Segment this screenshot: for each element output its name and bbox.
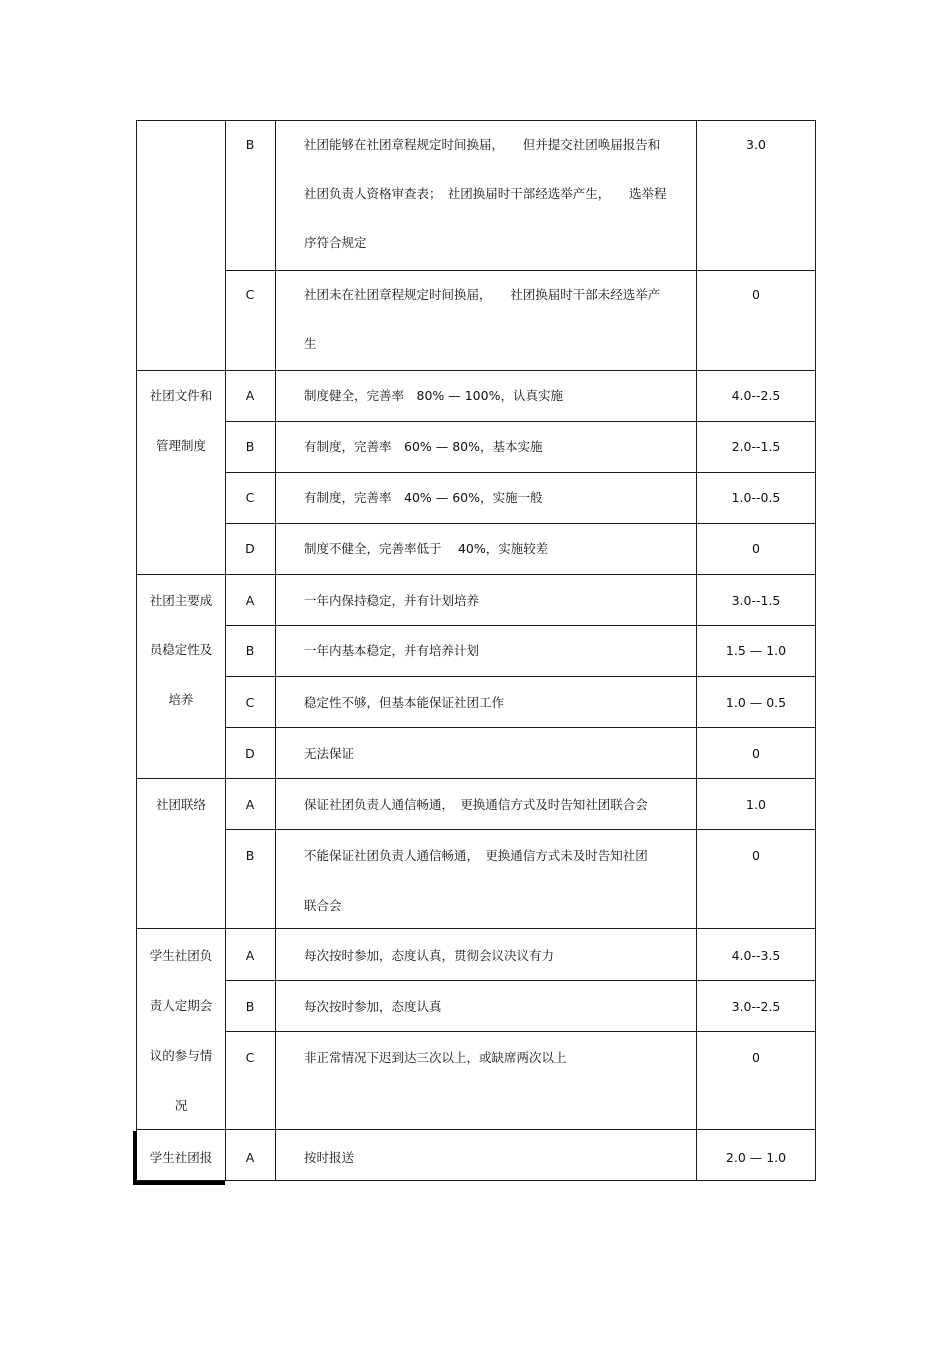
category-label: 责人定期会 — [149, 998, 213, 1013]
grade-cell: B — [245, 439, 255, 454]
score-cell: 0 — [752, 287, 760, 302]
row-divider — [225, 727, 816, 728]
row-divider — [225, 980, 816, 981]
score-cell: 1.5 — 1.0 — [725, 643, 787, 658]
score-cell: 2.0--1.5 — [731, 439, 781, 454]
table-border-bottom — [136, 1180, 816, 1181]
description-line: 有制度，完善率 40% — 60%，实施一般 — [304, 490, 543, 505]
row-divider — [136, 370, 816, 371]
grade-cell: A — [245, 388, 255, 403]
category-label: 议的参与情 — [149, 1048, 213, 1063]
category-label: 管理制度 — [155, 438, 206, 453]
row-divider — [225, 1031, 816, 1032]
grade-cell: C — [245, 490, 255, 505]
category-label: 学生社团负 — [149, 948, 213, 963]
description-line: 社团能够在社团章程规定时间换届， 但并提交社团唤届报告和 — [304, 137, 661, 152]
row-divider — [136, 778, 816, 779]
score-cell: 2.0 — 1.0 — [725, 1150, 787, 1165]
description-line: 按时报送 — [304, 1150, 355, 1165]
row-divider — [225, 472, 816, 473]
category-label: 社团文件和 — [149, 388, 213, 403]
row-divider — [225, 676, 816, 677]
score-cell: 3.0--1.5 — [731, 593, 781, 608]
grade-cell: C — [245, 695, 255, 710]
score-cell: 1.0--0.5 — [731, 490, 781, 505]
description-line: 制度不健全，完善率低于 40%，实施较差 — [304, 541, 549, 556]
table-border-right — [815, 120, 816, 1181]
grade-cell: D — [245, 541, 255, 556]
grade-cell: B — [245, 848, 255, 863]
score-cell: 0 — [752, 1050, 760, 1065]
category-label: 员稳定性及 — [149, 642, 213, 657]
grade-cell: B — [245, 999, 255, 1014]
category-label: 社团联络 — [155, 797, 206, 812]
border-shadow-horizontal — [133, 1181, 225, 1185]
score-cell: 0 — [752, 541, 760, 556]
grade-cell: B — [245, 643, 255, 658]
grade-cell: B — [245, 137, 255, 152]
description-line: 联合会 — [304, 898, 342, 913]
description-line: 不能保证社团负责人通信畅通， 更换通信方式未及时告知社团 — [304, 848, 648, 863]
description-line: 有制度，完善率 60% — 80%，基本实施 — [304, 439, 543, 454]
grade-cell: A — [245, 593, 255, 608]
score-cell: 3.0 — [746, 137, 766, 152]
row-divider — [136, 928, 816, 929]
description-line: 稳定性不够，但基本能保证社团工作 — [304, 695, 505, 710]
score-cell: 3.0--2.5 — [731, 999, 781, 1014]
table-border-top — [136, 120, 816, 121]
score-cell: 0 — [752, 746, 760, 761]
category-label: 社团主要成 — [149, 593, 213, 608]
description-line: 一年内基本稳定，并有培养计划 — [304, 643, 480, 658]
row-divider — [225, 829, 816, 830]
grade-cell: C — [245, 287, 255, 302]
description-line: 非正常情况下迟到达三次以上，或缺席两次以上 — [304, 1050, 567, 1065]
grade-cell: D — [245, 746, 255, 761]
row-divider — [225, 270, 816, 271]
table-col-divider — [275, 120, 276, 1181]
score-cell: 4.0--3.5 — [731, 948, 781, 963]
description-line: 无法保证 — [304, 746, 355, 761]
score-cell: 4.0--2.5 — [731, 388, 781, 403]
description-line: 一年内保持稳定，并有计划培养 — [304, 593, 480, 608]
score-cell: 0 — [752, 848, 760, 863]
row-divider — [225, 625, 816, 626]
row-divider — [225, 421, 816, 422]
grade-cell: A — [245, 948, 255, 963]
grade-cell: A — [245, 1150, 255, 1165]
row-divider — [136, 574, 816, 575]
category-label: 况 — [174, 1098, 188, 1113]
grade-cell: A — [245, 797, 255, 812]
score-cell: 1.0 — 0.5 — [725, 695, 787, 710]
row-divider — [225, 523, 816, 524]
description-line: 保证社团负责人通信畅通， 更换通信方式及时告知社团联合会 — [304, 797, 648, 812]
row-divider — [136, 1129, 816, 1130]
grade-cell: C — [245, 1050, 255, 1065]
description-line: 每次按时参加，态度认真，贯彻会议决议有力 — [304, 948, 555, 963]
description-line: 序符合规定 — [304, 235, 367, 250]
description-line: 生 — [304, 336, 317, 351]
description-line: 社团未在社团章程规定时间换届， 社团换届时干部未经选举产 — [304, 287, 661, 302]
description-line: 每次按时参加，态度认真 — [304, 999, 442, 1014]
description-line: 社团负责人资格审查表； 社团换届时干部经选举产生， 选举程 — [304, 186, 667, 201]
category-label: 学生社团报 — [149, 1150, 213, 1165]
category-label: 培养 — [168, 692, 194, 707]
score-cell: 1.0 — [746, 797, 766, 812]
description-line: 制度健全，完善率 80% — 100%，认真实施 — [304, 388, 563, 403]
